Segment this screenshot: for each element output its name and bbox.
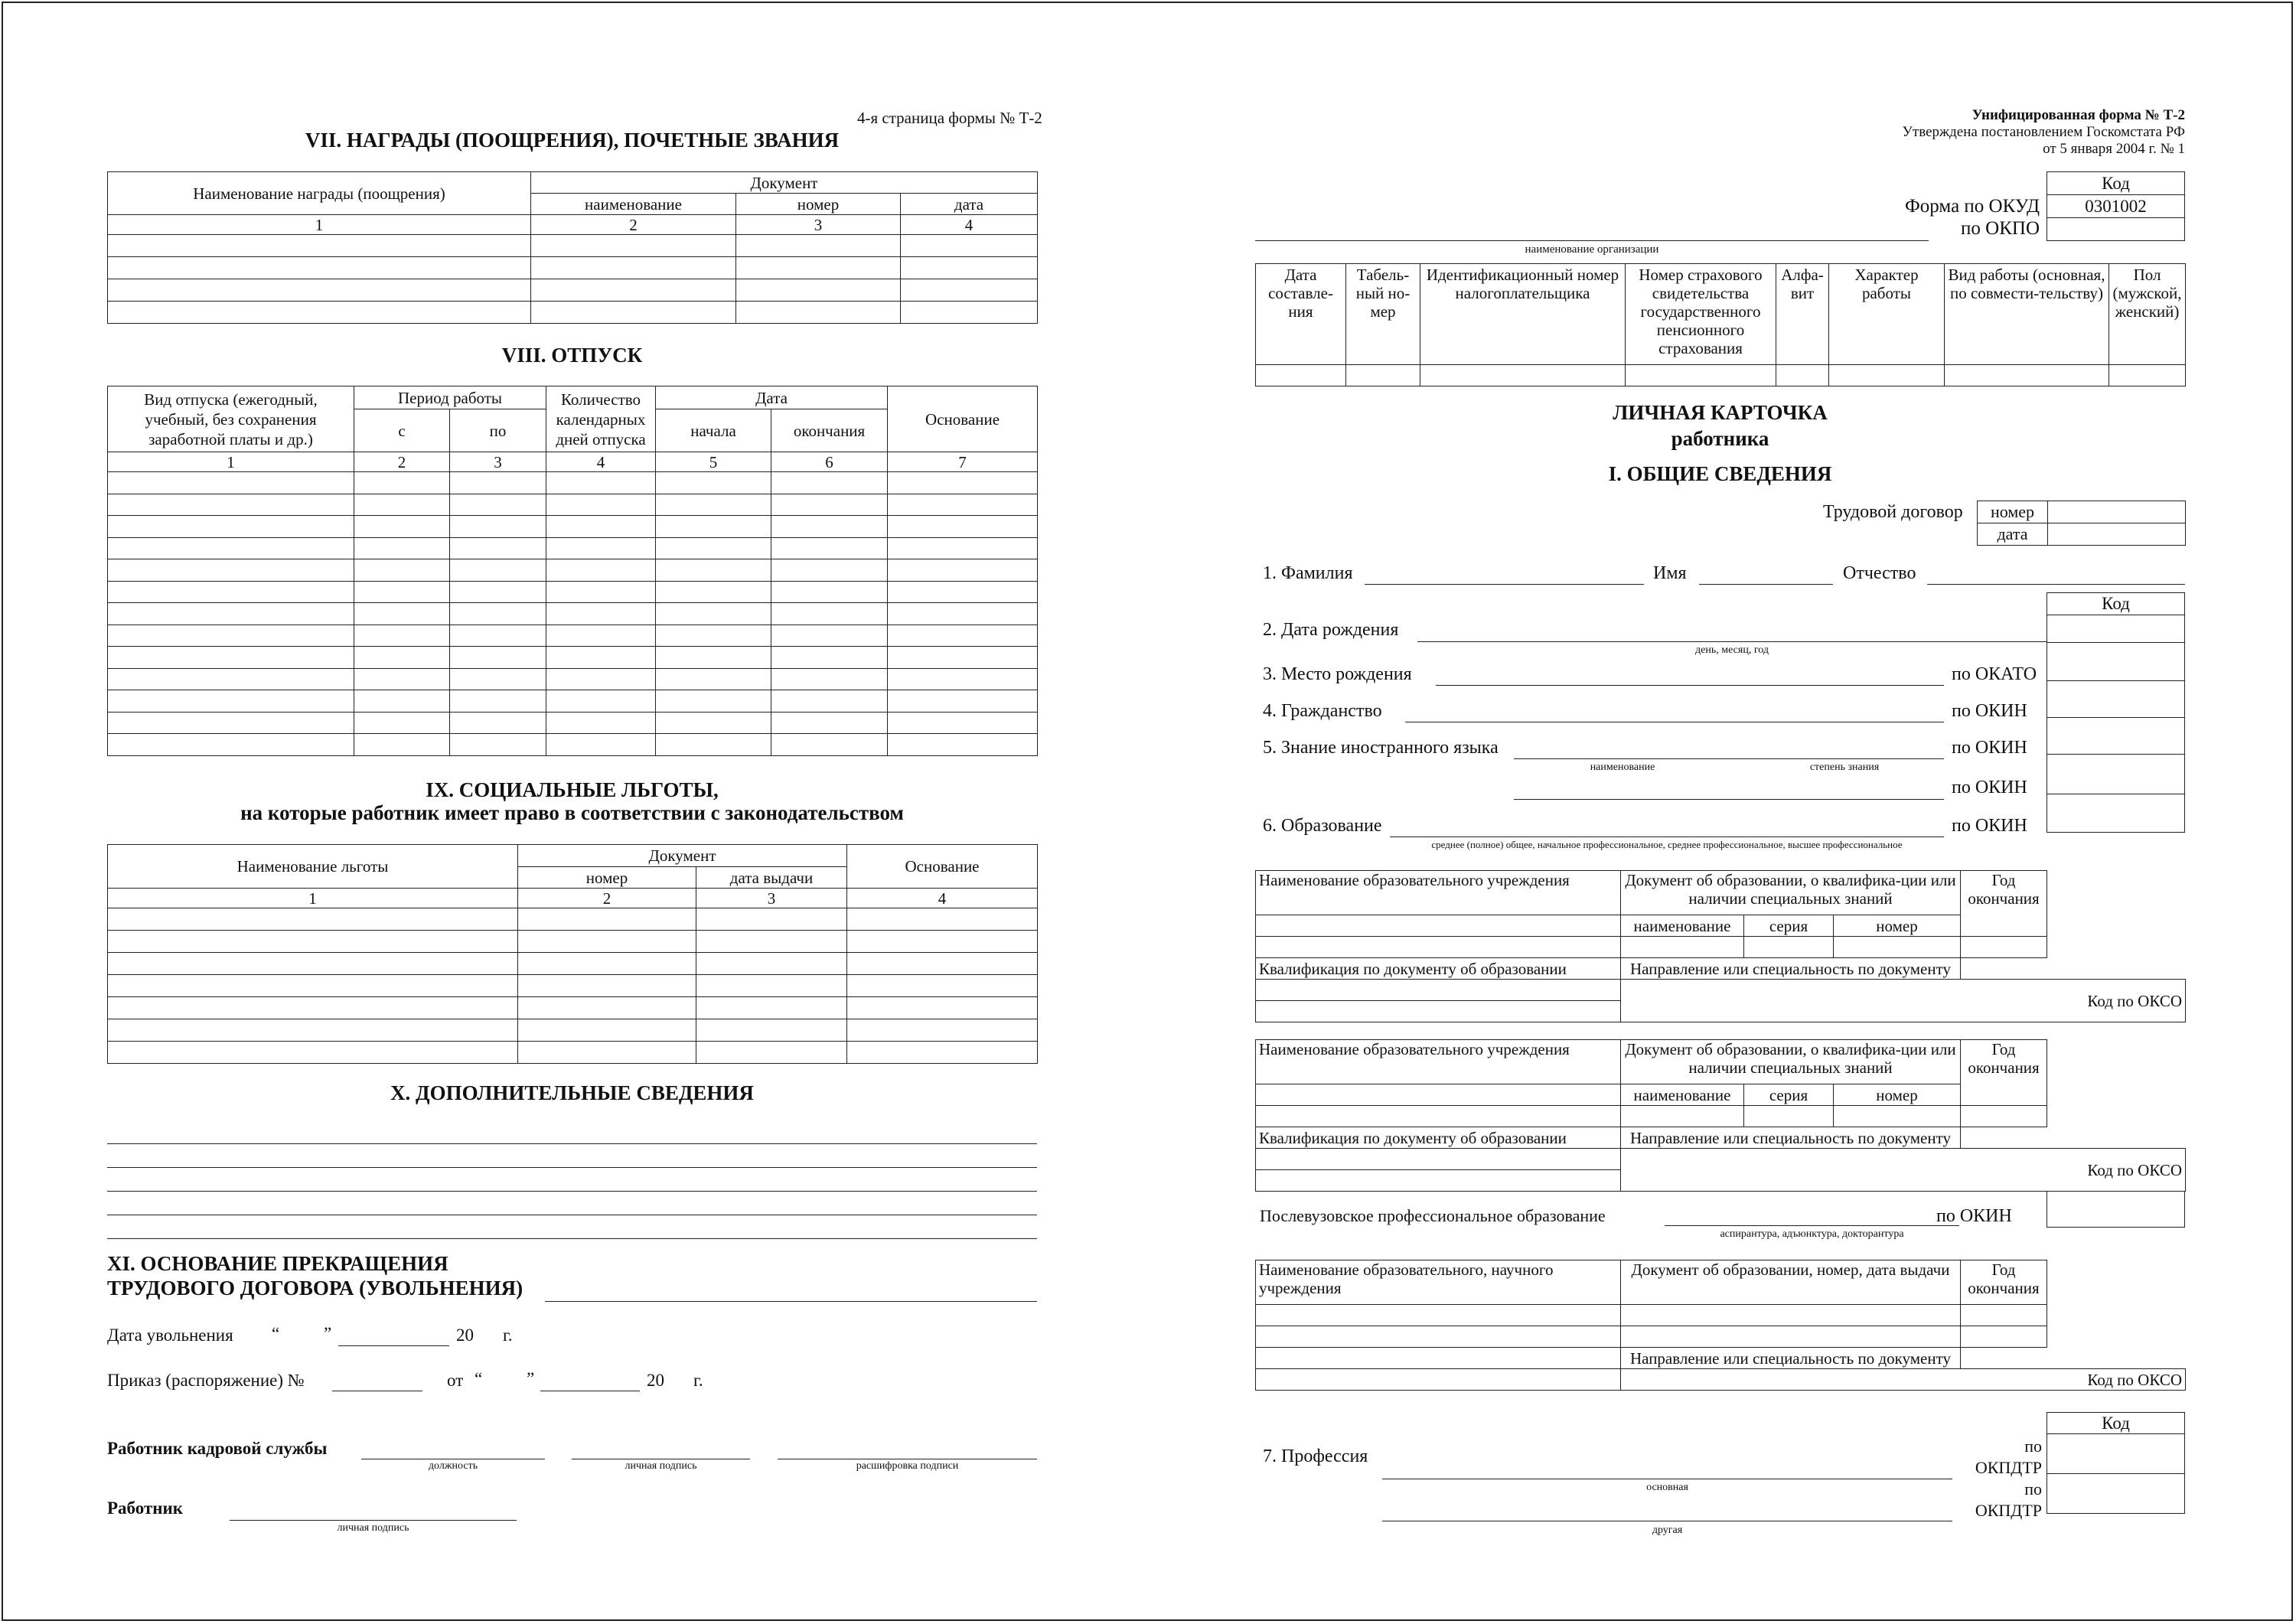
form-page-4 bbox=[107, 0, 1042, 1624]
qualification-value[interactable] bbox=[1256, 1001, 1621, 1022]
birthplace-label: 3. Место рождения bbox=[1263, 664, 1412, 684]
worker-label: Работник bbox=[107, 1498, 183, 1518]
postgrad-label: Послевузовское профессиональное образование bbox=[1260, 1206, 1606, 1225]
col-num: 3 bbox=[696, 889, 847, 908]
year-suffix: г. bbox=[503, 1326, 513, 1345]
col-specialty: Направление или специальность по документу bbox=[1621, 958, 1961, 980]
col-num: 2 bbox=[354, 452, 450, 472]
col-vacation-type: Вид отпуска (ежегодный, учебный, без сохранения заработной платы и др.) bbox=[108, 386, 354, 452]
col-doc-date: дата bbox=[901, 194, 1038, 215]
dismissal-basis-line bbox=[545, 1301, 1037, 1302]
col-doc-name: наименование bbox=[1621, 915, 1744, 937]
surname-line bbox=[1365, 584, 1644, 585]
table-row bbox=[108, 953, 1038, 975]
year-suffix: г. bbox=[693, 1371, 703, 1390]
education-caption: среднее (полное) общее, начальное профессиональное, среднее профессиональное, высшее профессиональное bbox=[1431, 839, 1903, 850]
postgrad-okin-code[interactable] bbox=[2047, 1191, 2185, 1228]
col-pg-document: Документ об образовании, номер, дата выдачи bbox=[1621, 1260, 1961, 1305]
table-row bbox=[108, 1042, 1038, 1064]
col-doc-number: номер bbox=[736, 194, 901, 215]
contract-number-label: номер bbox=[1978, 501, 2048, 523]
okin-label: по ОКИН bbox=[1936, 1206, 2012, 1226]
col-work-nature: Характер работы bbox=[1829, 264, 1945, 365]
col-sex: Пол (мужской, женский) bbox=[2109, 264, 2186, 365]
section-11-title: XI. ОСНОВАНИЕ ПРЕКРАЩЕНИЯ bbox=[107, 1252, 448, 1275]
dismissal-date-label: Дата увольнения bbox=[107, 1326, 233, 1345]
hr-worker-label: Работник кадровой службы bbox=[107, 1439, 328, 1458]
dismissal-month-line bbox=[338, 1345, 449, 1346]
hr-signature-decode-caption: расшифровка подписи bbox=[856, 1460, 959, 1472]
col-num: 3 bbox=[736, 215, 901, 235]
col-work-type: Вид работы (основная, по совмести-тельству) bbox=[1945, 264, 2109, 365]
okin-label: по ОКИН bbox=[1952, 738, 2027, 758]
col-doc-number: номер bbox=[1834, 915, 1961, 937]
col-from: с bbox=[354, 409, 450, 452]
order-label: Приказ (распоряжение) № bbox=[107, 1371, 305, 1390]
quote-open: “ bbox=[475, 1369, 483, 1388]
col-edu-year: Год окончания bbox=[1961, 1040, 2047, 1106]
col-num: 7 bbox=[888, 452, 1038, 472]
okpdtr-main-label: по ОКПДТР bbox=[1975, 1436, 2042, 1477]
col-edu-year: Год окончания bbox=[1961, 871, 2047, 937]
additional-info-line bbox=[107, 1167, 1037, 1168]
okpdtr-other-label: по ОКПДТР bbox=[1975, 1479, 2042, 1520]
qualification-value[interactable] bbox=[1256, 1170, 1621, 1192]
okud-value: 0301002 bbox=[2047, 195, 2185, 218]
quote-close: ” bbox=[527, 1369, 535, 1388]
col-qualification: Квалификация по документу об образовании bbox=[1256, 958, 1621, 980]
table-row bbox=[108, 235, 1038, 257]
qualification-table-2 bbox=[1255, 1148, 2186, 1192]
citizenship-label: 4. Гражданство bbox=[1263, 701, 1382, 721]
birthplace-line bbox=[1436, 685, 1944, 686]
quote-open: “ bbox=[272, 1324, 280, 1343]
surname-label: 1. Фамилия bbox=[1263, 563, 1353, 583]
additional-info-line bbox=[107, 1238, 1037, 1239]
table-row bbox=[108, 516, 1038, 538]
table-row bbox=[1256, 937, 2047, 958]
code-okin-education[interactable] bbox=[2047, 794, 2185, 833]
col-start: начала bbox=[656, 409, 771, 452]
header-info-table bbox=[1255, 263, 2186, 386]
form-page-1 bbox=[1255, 0, 2185, 1624]
okpdtr-other-code[interactable] bbox=[2047, 1474, 2185, 1514]
order-from: от bbox=[447, 1371, 464, 1390]
approved-line: Утверждена постановлением Госкомстата РФ bbox=[1902, 124, 2185, 140]
patronymic-label: Отчество bbox=[1843, 563, 1916, 583]
col-pg-year: Год окончания bbox=[1961, 1260, 2047, 1305]
col-end: окончания bbox=[771, 409, 888, 452]
okso-label: Код по ОКСО bbox=[1621, 980, 2186, 1022]
contract-label: Трудовой договор bbox=[1823, 502, 1963, 522]
section-8-title: VIII. ОТПУСК bbox=[501, 344, 643, 367]
table-row bbox=[108, 559, 1038, 582]
col-doc-number: номер bbox=[518, 867, 696, 889]
col-qualification: Квалификация по документу об образовании bbox=[1256, 1127, 1621, 1149]
education-table-2 bbox=[1255, 1039, 2047, 1149]
table-row bbox=[1256, 1106, 2047, 1127]
col-alphabet: Алфа-вит bbox=[1776, 264, 1829, 365]
col-pension-number: Номер страхового свидетельства государственного пенсионного страхования bbox=[1626, 264, 1776, 365]
postgrad-table bbox=[1255, 1260, 2047, 1369]
col-compile-date: Дата составле-ния bbox=[1256, 264, 1346, 365]
okpdtr-main-code[interactable] bbox=[2047, 1434, 2185, 1474]
col-num: 3 bbox=[450, 452, 546, 472]
table-row bbox=[108, 257, 1038, 279]
contract-number-value[interactable] bbox=[2048, 501, 2186, 523]
okud-code-table bbox=[2047, 171, 2185, 241]
col-doc-name: наименование bbox=[531, 194, 736, 215]
table-row bbox=[108, 537, 1038, 559]
worker-signature-caption: личная подпись bbox=[337, 1522, 409, 1534]
table-row bbox=[108, 997, 1038, 1019]
col-edu-document: Документ об образовании, о квалифика-ции или наличии специальных знаний bbox=[1621, 1040, 1961, 1084]
okin-label: по ОКИН bbox=[1952, 701, 2027, 721]
education-line bbox=[1390, 836, 1944, 837]
col-num: 1 bbox=[108, 215, 531, 235]
table-row bbox=[108, 734, 1038, 756]
profession-code-table bbox=[2047, 1412, 2185, 1514]
card-subtitle: работника bbox=[1671, 427, 1769, 450]
col-days: Количество календарных дней отпуска bbox=[546, 386, 656, 452]
col-doc-date: дата выдачи bbox=[696, 867, 847, 889]
table-row bbox=[108, 690, 1038, 713]
benefits-table bbox=[107, 844, 1038, 1064]
postgrad-caption: аспирантура, адъюнктура, докторантура bbox=[1720, 1228, 1904, 1240]
section-9-subtitle: на которые работник имеет право в соответствии с законодательством bbox=[240, 801, 904, 824]
year-prefix: 20 bbox=[647, 1371, 664, 1390]
language-line-2 bbox=[1514, 799, 1944, 800]
birthdate-caption: день, месяц, год bbox=[1695, 644, 1769, 656]
table-row bbox=[108, 975, 1038, 997]
table-row bbox=[108, 908, 1038, 931]
table-row bbox=[1256, 1305, 2047, 1326]
hr-position-caption: должность bbox=[428, 1460, 478, 1472]
col-basis: Основание bbox=[847, 845, 1038, 889]
org-name-caption: наименование организации bbox=[1525, 243, 1659, 256]
table-row bbox=[108, 931, 1038, 953]
table-row bbox=[1256, 1326, 2047, 1348]
col-num: 4 bbox=[546, 452, 656, 472]
contract-date-value[interactable] bbox=[2048, 523, 2186, 546]
section-11-subtitle: ТРУДОВОГО ДОГОВОРА (УВОЛЬНЕНИЯ) bbox=[107, 1277, 523, 1300]
language-level-caption: степень знания bbox=[1809, 761, 1880, 773]
col-basis: Основание bbox=[888, 386, 1038, 452]
col-benefit-name: Наименование льготы bbox=[108, 845, 518, 889]
table-row bbox=[108, 668, 1038, 690]
col-edu-institution: Наименование образовательного учреждения bbox=[1256, 871, 1621, 915]
col-work-period: Период работы bbox=[354, 386, 546, 409]
patronymic-line bbox=[1927, 584, 2185, 585]
language-line bbox=[1514, 758, 1944, 759]
code-header: Код bbox=[2047, 593, 2185, 615]
qualification-table-1 bbox=[1255, 979, 2186, 1022]
table-row bbox=[108, 1019, 1038, 1042]
col-num: 6 bbox=[771, 452, 888, 472]
card-title: ЛИЧНАЯ КАРТОЧКА bbox=[1613, 401, 1828, 424]
code-okin-language-2[interactable] bbox=[2047, 755, 2185, 794]
col-doc-series: серия bbox=[1744, 915, 1834, 937]
edu-institution-value[interactable] bbox=[1256, 915, 1621, 937]
col-num: 4 bbox=[847, 889, 1038, 908]
code-okin-language-1[interactable] bbox=[2047, 718, 2185, 755]
form-title: Унифицированная форма № Т-2 bbox=[1971, 107, 2185, 123]
qualification-value[interactable] bbox=[1256, 1149, 1621, 1170]
language-name-caption: наименование bbox=[1590, 761, 1655, 773]
table-row bbox=[108, 494, 1038, 516]
code-birthdate[interactable] bbox=[2047, 615, 2185, 643]
hr-signature-caption: личная подпись bbox=[625, 1460, 697, 1472]
worker-signature-line bbox=[230, 1520, 517, 1521]
col-edu-document: Документ об образовании, о квалифика-ции или наличии специальных знаний bbox=[1621, 871, 1961, 915]
profession-main-caption: основная bbox=[1646, 1482, 1688, 1493]
table-row bbox=[108, 647, 1038, 669]
col-award-name: Наименование награды (поощрения) bbox=[108, 172, 531, 215]
name-label: Имя bbox=[1653, 563, 1687, 583]
qualification-value[interactable] bbox=[1256, 980, 1621, 1001]
col-num: 5 bbox=[656, 452, 771, 472]
col-date: Дата bbox=[656, 386, 888, 409]
vacation-table bbox=[107, 386, 1038, 756]
col-specialty: Направление или специальность по документу bbox=[1621, 1348, 1961, 1369]
col-doc-name: наименование bbox=[1621, 1084, 1744, 1106]
col-num: 1 bbox=[108, 452, 354, 472]
table-row bbox=[108, 624, 1038, 647]
section-9-title: IX. СОЦИАЛЬНЫЕ ЛЬГОТЫ, bbox=[426, 778, 719, 801]
page-note: 4-я страница формы № Т-2 bbox=[857, 109, 1042, 127]
col-edu-institution: Наименование образовательного учреждения bbox=[1256, 1040, 1621, 1084]
col-document: Документ bbox=[518, 845, 847, 867]
quote-close: ” bbox=[324, 1324, 332, 1343]
table-row bbox=[108, 302, 1038, 324]
birthdate-line bbox=[1417, 641, 2047, 642]
col-num: 4 bbox=[901, 215, 1038, 235]
approved-date: от 5 января 2004 г. № 1 bbox=[2043, 141, 2185, 157]
postgrad-okso-table bbox=[1255, 1368, 2186, 1391]
code-okato[interactable] bbox=[2047, 643, 2185, 681]
org-name-line bbox=[1255, 240, 1929, 241]
birthdate-label: 2. Дата рождения bbox=[1263, 620, 1399, 640]
col-tab-number: Табель-ный но-мер bbox=[1346, 264, 1420, 365]
awards-table bbox=[107, 171, 1038, 324]
col-num: 2 bbox=[518, 889, 696, 908]
education-table-1 bbox=[1255, 870, 2047, 980]
section-1-title: I. ОБЩИЕ СВЕДЕНИЯ bbox=[1608, 462, 1832, 485]
edu-institution-value[interactable] bbox=[1256, 1084, 1621, 1106]
okin-label: по ОКИН bbox=[1952, 778, 2027, 797]
contract-date-label: дата bbox=[1978, 523, 2048, 546]
col-to: по bbox=[450, 409, 546, 452]
profession-other-caption: другая bbox=[1652, 1525, 1683, 1536]
col-document: Документ bbox=[531, 172, 1038, 194]
okso-label: Код по ОКСО bbox=[1621, 1149, 2186, 1192]
okpo-label: по ОКПО bbox=[1961, 218, 2040, 239]
additional-info-line bbox=[107, 1143, 1037, 1144]
col-num: 1 bbox=[108, 889, 518, 908]
code-header: Код bbox=[2047, 172, 2185, 195]
code-column-table bbox=[2047, 592, 2185, 833]
col-specialty: Направление или специальность по документу bbox=[1621, 1127, 1961, 1149]
education-label: 6. Образование bbox=[1263, 816, 1382, 836]
section-10-title: X. ДОПОЛНИТЕЛЬНЫЕ СВЕДЕНИЯ bbox=[390, 1081, 754, 1104]
col-pg-institution: Наименование образовательного, научного учреждения bbox=[1256, 1260, 1621, 1305]
name-line bbox=[1699, 584, 1833, 585]
year-prefix: 20 bbox=[456, 1326, 474, 1345]
code-okin-citizenship[interactable] bbox=[2047, 681, 2185, 718]
okin-label: по ОКИН bbox=[1952, 816, 2027, 836]
okpo-value[interactable] bbox=[2047, 218, 2185, 241]
col-inn: Идентификационный номер налогоплательщика bbox=[1420, 264, 1626, 365]
code-header: Код bbox=[2047, 1413, 2185, 1434]
table-row bbox=[108, 279, 1038, 302]
okso-label: Код по ОКСО bbox=[1621, 1369, 2186, 1391]
col-num: 2 bbox=[531, 215, 736, 235]
section-7-title: VII. НАГРАДЫ (ПООЩРЕНИЯ), ПОЧЕТНЫЕ ЗВАНИЯ bbox=[305, 129, 840, 152]
language-label: 5. Знание иностранного языка bbox=[1263, 738, 1499, 758]
contract-table bbox=[1977, 501, 2186, 546]
col-doc-number: номер bbox=[1834, 1084, 1961, 1106]
col-doc-series: серия bbox=[1744, 1084, 1834, 1106]
okato-label: по ОКАТО bbox=[1952, 664, 2037, 684]
table-row bbox=[108, 472, 1038, 494]
additional-info-line bbox=[107, 1191, 1037, 1192]
profession-label: 7. Профессия bbox=[1263, 1446, 1368, 1466]
table-row bbox=[1256, 365, 2186, 386]
table-row bbox=[108, 712, 1038, 734]
okud-label: Форма по ОКУД bbox=[1905, 196, 2040, 217]
table-row bbox=[108, 603, 1038, 625]
table-row bbox=[108, 581, 1038, 603]
postgrad-line bbox=[1665, 1225, 1959, 1226]
